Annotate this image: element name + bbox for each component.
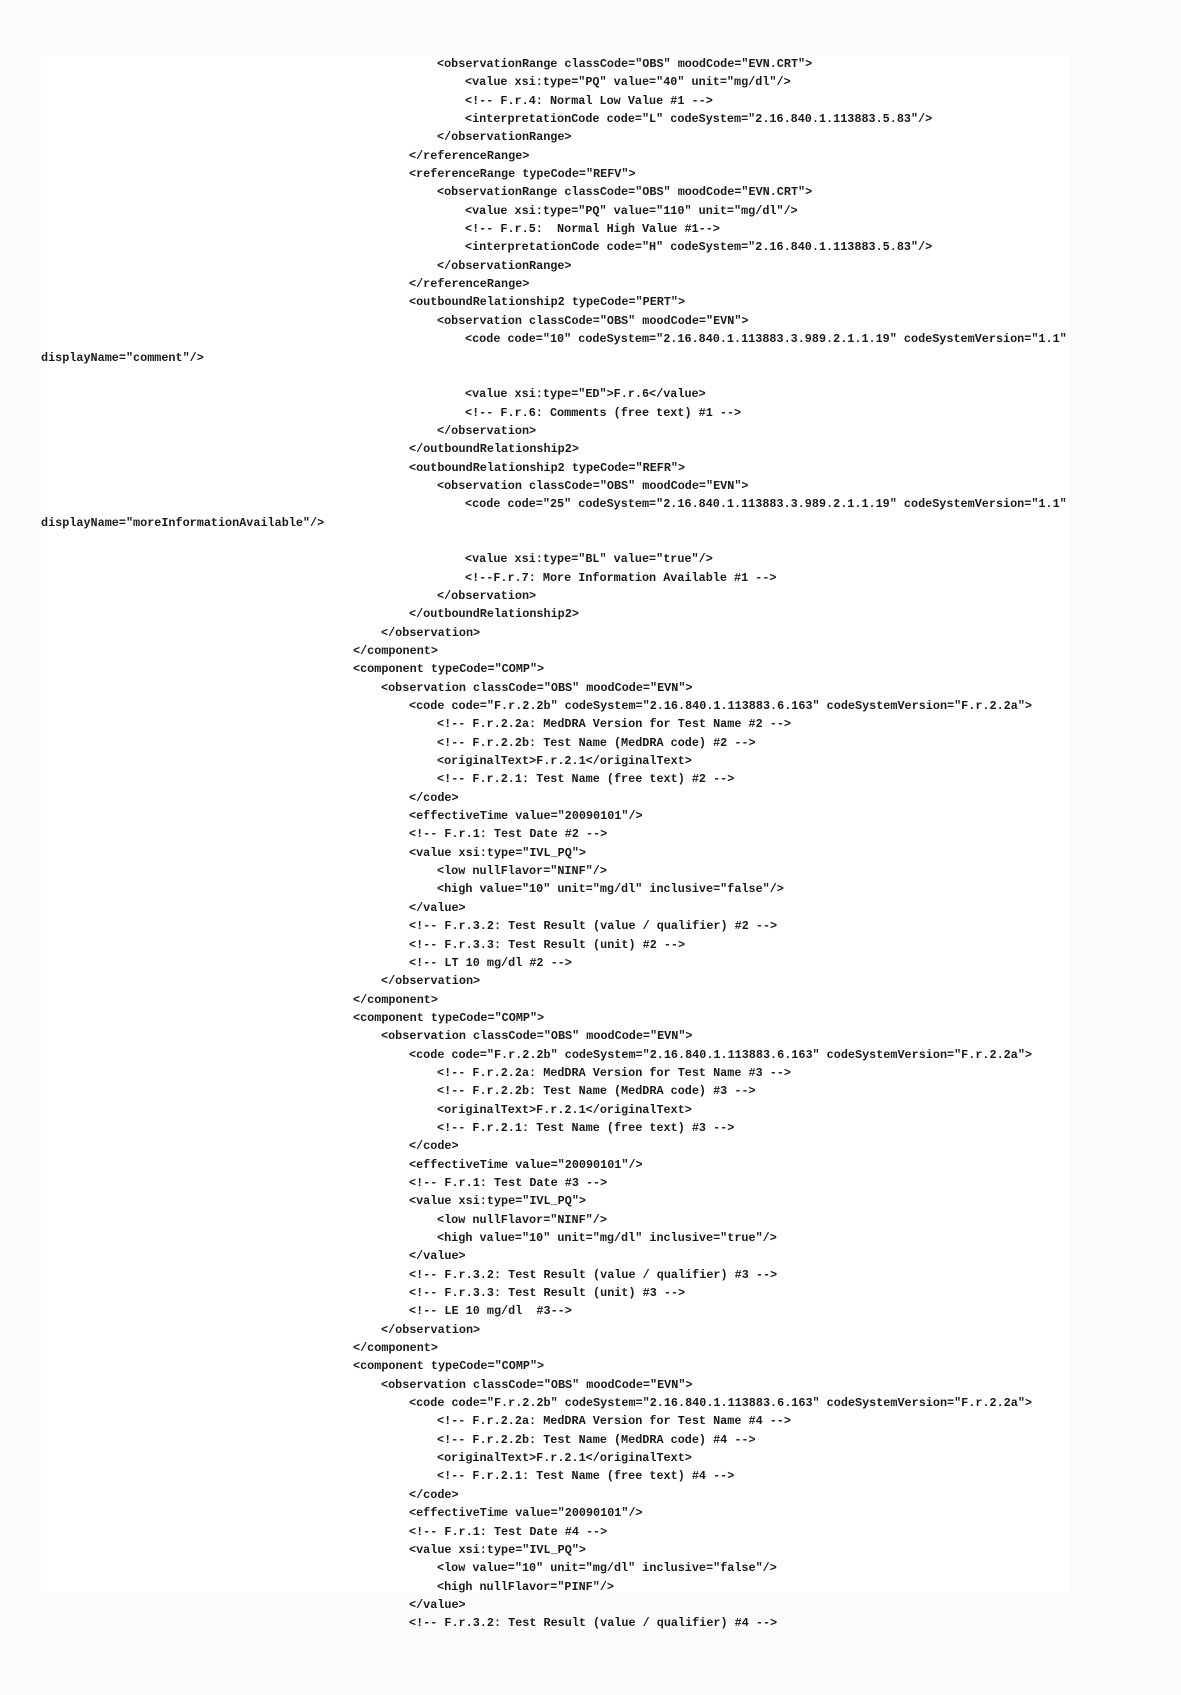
code-line [41, 770, 1069, 788]
code-line [41, 807, 1069, 825]
code-line-text: </code> [409, 790, 459, 805]
code-line [41, 1467, 1069, 1485]
code-line-text: <value xsi:type="BL" value="true"/> [465, 552, 713, 567]
code-line-text: <value xsi:type="PQ" value="110" unit="mg/dl"/> [465, 203, 798, 218]
code-line [41, 1101, 1069, 1119]
code-line-text: <effectiveTime value="20090101"/> [409, 1157, 643, 1172]
code-line [41, 183, 1069, 201]
code-line-text: <component typeCode="COMP"> [353, 662, 545, 677]
code-line-text: <effectiveTime value="20090101"/> [409, 809, 643, 824]
code-line-text: </value> [409, 1249, 466, 1264]
code-line [41, 1486, 1069, 1504]
code-line [41, 679, 1069, 697]
code-line-text: <high value="10" unit="mg/dl" inclusive="true"/> [437, 1231, 777, 1245]
code-line-text: </component> [353, 644, 438, 658]
code-line-text: <low nullFlavor="NINF"/> [437, 1212, 607, 1227]
code-line-text: <!-- LT 10 mg/dl #2 --> [409, 955, 572, 970]
code-line-text: <!-- F.r.2.2a: MedDRA Version for Test Name #3 --> [437, 1065, 791, 1080]
code-line-text: </observation> [381, 974, 481, 989]
code-line [41, 1394, 1069, 1412]
code-line-text: <code code="F.r.2.2b" codeSystem="2.16.840.1.113883.6.163" codeSystemVersion="F.r.2.2a"> [409, 699, 1032, 714]
code-line-text: <originalText>F.r.2.1</originalText> [437, 754, 692, 769]
code-line [41, 385, 1069, 403]
code-line [41, 1046, 1069, 1064]
code-line-text: <!-- F.r.2.2b: Test Name (MedDRA code) #3 --> [437, 1084, 756, 1099]
code-line-text: <originalText>F.r.2.1</originalText> [437, 1451, 692, 1466]
code-line [41, 752, 1069, 770]
code-line [41, 1229, 1069, 1247]
code-line [41, 642, 1069, 660]
code-line-text: <observation classCode="OBS" moodCode="EVN"> [381, 1377, 693, 1392]
code-line-text: <interpretationCode code="H" codeSystem="2.16.840.1.113883.5.83"/> [465, 240, 933, 255]
code-line [41, 477, 1069, 495]
code-line-text: <high nullFlavor="PINF"/> [437, 1579, 614, 1594]
code-line-text: <effectiveTime value="20090101"/> [409, 1506, 643, 1521]
code-line-text: <value xsi:type="IVL_PQ"> [409, 1542, 586, 1557]
code-line [41, 624, 1069, 642]
code-line [41, 550, 1069, 568]
code-line-text: <observationRange classCode="OBS" moodCode="EVN.CRT"> [437, 57, 813, 71]
code-line [41, 92, 1069, 110]
code-line [41, 422, 1069, 440]
code-line [41, 1449, 1069, 1467]
code-line-text: <low value="10" unit="mg/dl" inclusive="false"/> [437, 1561, 777, 1576]
code-line [41, 147, 1069, 165]
code-line-text: <!-- F.r.2.2a: MedDRA Version for Test Name #2 --> [437, 717, 791, 732]
code-line-text: </observation> [437, 588, 537, 603]
code-line-text: <!-- F.r.3.2: Test Result (value / qualifier) #4 --> [409, 1616, 778, 1631]
code-line-text: <!-- F.r.5: Normal High Value #1--> [465, 222, 720, 237]
code-line [41, 1504, 1069, 1522]
code-line [41, 1009, 1069, 1027]
code-line-text: <observation classCode="OBS" moodCode="EVN"> [437, 478, 749, 493]
code-line-text: <!-- F.r.2.2b: Test Name (MedDRA code) #2 --> [437, 735, 756, 750]
code-line [41, 55, 1069, 73]
code-line [41, 330, 1069, 348]
code-line-text: </code> [409, 1139, 459, 1154]
code-line [41, 917, 1069, 935]
code-line [41, 880, 1069, 898]
code-line [41, 1541, 1069, 1559]
code-line-text: <code code="10" codeSystem="2.16.840.1.113883.3.989.2.1.1.19" codeSystemVersion="1.1" [465, 332, 1067, 347]
code-line [41, 73, 1069, 91]
code-line-text: <!-- F.r.2.1: Test Name (free text) #2 --> [437, 772, 735, 787]
code-line-text: </observation> [437, 423, 537, 438]
code-line-text: <code code="25" codeSystem="2.16.840.1.113883.3.989.2.1.1.19" codeSystemVersion="1.1" [465, 497, 1067, 512]
code-line-text: <outboundRelationship2 typeCode="PERT"> [409, 295, 686, 310]
xml-code-listing [41, 55, 1069, 1633]
code-line [41, 532, 1069, 550]
code-line-text: </referenceRange> [409, 277, 530, 292]
code-line-text: <!-- F.r.3.2: Test Result (value / qualifier) #2 --> [409, 919, 778, 934]
code-line [41, 1302, 1069, 1320]
code-line [41, 440, 1069, 458]
code-line [41, 1137, 1069, 1155]
code-line [41, 734, 1069, 752]
code-line-text: <observation classCode="OBS" moodCode="EVN"> [381, 1029, 693, 1044]
code-line [41, 1284, 1069, 1302]
code-line-text: <originalText>F.r.2.1</originalText> [437, 1102, 692, 1117]
code-line [41, 1357, 1069, 1375]
code-line [41, 1192, 1069, 1210]
code-line [41, 257, 1069, 275]
code-line-text: <value xsi:type="IVL_PQ"> [409, 845, 586, 860]
code-line-text: <!--F.r.7: More Information Available #1 --> [465, 570, 777, 585]
code-line-text: <!-- F.r.1: Test Date #2 --> [409, 827, 608, 842]
code-line-text: </code> [409, 1487, 459, 1502]
code-line-text: <!-- F.r.3.3: Test Result (unit) #2 --> [409, 937, 686, 952]
code-line [41, 1211, 1069, 1229]
code-line [41, 972, 1069, 990]
code-line-text: <!-- F.r.2.2b: Test Name (MedDRA code) #4 --> [437, 1432, 756, 1447]
code-line-text: <!-- F.r.3.3: Test Result (unit) #3 --> [409, 1286, 686, 1301]
code-line-text: <!-- F.r.2.1: Test Name (free text) #3 --> [437, 1120, 735, 1135]
code-line-text: <observationRange classCode="OBS" moodCode="EVN.CRT"> [437, 185, 813, 200]
code-line [41, 825, 1069, 843]
code-line [41, 789, 1069, 807]
code-line-text: <!-- F.r.2.1: Test Name (free text) #4 --> [437, 1469, 735, 1484]
code-line [41, 1247, 1069, 1265]
code-line [41, 1339, 1069, 1357]
code-line-text: <component typeCode="COMP"> [353, 1010, 545, 1025]
code-line [41, 1431, 1069, 1449]
code-line [41, 1412, 1069, 1430]
code-line-text: </value> [409, 900, 466, 915]
code-line [41, 312, 1069, 330]
code-line [41, 202, 1069, 220]
code-line-text: <outboundRelationship2 typeCode="REFR"> [409, 460, 686, 475]
code-line-text: </component> [353, 992, 438, 1007]
code-line [41, 1266, 1069, 1284]
code-line [41, 1578, 1069, 1596]
code-line-text: <!-- LE 10 mg/dl #3--> [409, 1304, 572, 1319]
code-line [41, 367, 1069, 385]
code-line [41, 1559, 1069, 1577]
code-line-text: <observation classCode="OBS" moodCode="EVN"> [381, 680, 693, 695]
code-line-text: </observation> [381, 625, 481, 640]
code-line [41, 495, 1069, 513]
code-line-text: <low nullFlavor="NINF"/> [437, 864, 607, 879]
code-line-text: <!-- F.r.4: Normal Low Value #1 --> [465, 93, 713, 108]
code-line-text: <!-- F.r.3.2: Test Result (value / qualifier) #3 --> [409, 1267, 778, 1282]
code-line-wrapped [41, 349, 1069, 367]
code-line [41, 844, 1069, 862]
code-line [41, 660, 1069, 678]
code-line-text: <high value="10" unit="mg/dl" inclusive="false"/> [437, 882, 784, 897]
code-line-text: </observation> [381, 1322, 481, 1337]
code-line [41, 1614, 1069, 1632]
code-line [41, 587, 1069, 605]
code-line [41, 715, 1069, 733]
code-line [41, 697, 1069, 715]
code-line-text: <!-- F.r.1: Test Date #4 --> [409, 1524, 608, 1539]
code-line [41, 1027, 1069, 1045]
code-line [41, 1376, 1069, 1394]
code-line-text: displayName="comment"/> [41, 350, 204, 365]
document-page [41, 55, 1069, 1631]
code-line-text: <component typeCode="COMP"> [353, 1359, 545, 1374]
code-line [41, 1174, 1069, 1192]
code-line-text: <value xsi:type="IVL_PQ"> [409, 1194, 586, 1209]
code-line [41, 128, 1069, 146]
code-line-text: </outboundRelationship2> [409, 442, 579, 457]
code-line [41, 293, 1069, 311]
code-line-text: <value xsi:type="PQ" value="40" unit="mg/dl"/> [465, 75, 791, 90]
code-line [41, 1119, 1069, 1137]
code-line-text: </observationRange> [437, 258, 572, 273]
code-line-text: displayName="moreInformationAvailable"/> [41, 515, 325, 530]
code-line [41, 404, 1069, 422]
code-line-text: </referenceRange> [409, 148, 530, 163]
code-line [41, 954, 1069, 972]
code-line [41, 238, 1069, 256]
code-line [41, 459, 1069, 477]
code-line [41, 165, 1069, 183]
code-line [41, 110, 1069, 128]
code-line [41, 991, 1069, 1009]
code-line [41, 936, 1069, 954]
code-line [41, 862, 1069, 880]
code-line [41, 1523, 1069, 1541]
code-line [41, 1156, 1069, 1174]
code-line-text: <interpretationCode code="L" codeSystem="2.16.840.1.113883.5.83"/> [465, 112, 933, 127]
code-line-text: </outboundRelationship2> [409, 607, 579, 622]
code-line [41, 220, 1069, 238]
code-line-text: <!-- F.r.6: Comments (free text) #1 --> [465, 405, 742, 420]
code-line-text: <code code="F.r.2.2b" codeSystem="2.16.840.1.113883.6.163" codeSystemVersion="F.r.2.2a"> [409, 1396, 1032, 1411]
code-line-text: </observationRange> [437, 130, 572, 145]
code-line-text: <referenceRange typeCode="REFV"> [409, 167, 636, 182]
code-line-text: <!-- F.r.2.2a: MedDRA Version for Test Name #4 --> [437, 1414, 791, 1429]
code-line-text: </component> [353, 1341, 438, 1356]
code-line [41, 275, 1069, 293]
code-line-text: <value xsi:type="ED">F.r.6</value> [465, 387, 706, 402]
code-line-text: <code code="F.r.2.2b" codeSystem="2.16.840.1.113883.6.163" codeSystemVersion="F.r.2.2a"> [409, 1047, 1032, 1062]
code-line-text: <observation classCode="OBS" moodCode="EVN"> [437, 313, 749, 328]
code-line [41, 1064, 1069, 1082]
code-line [41, 1596, 1069, 1614]
code-line-text: <!-- F.r.1: Test Date #3 --> [409, 1175, 608, 1190]
code-line [41, 899, 1069, 917]
code-line [41, 569, 1069, 587]
code-line-wrapped [41, 514, 1069, 532]
code-line [41, 605, 1069, 623]
code-line [41, 1082, 1069, 1100]
code-line-text: </value> [409, 1597, 466, 1612]
code-line [41, 1321, 1069, 1339]
